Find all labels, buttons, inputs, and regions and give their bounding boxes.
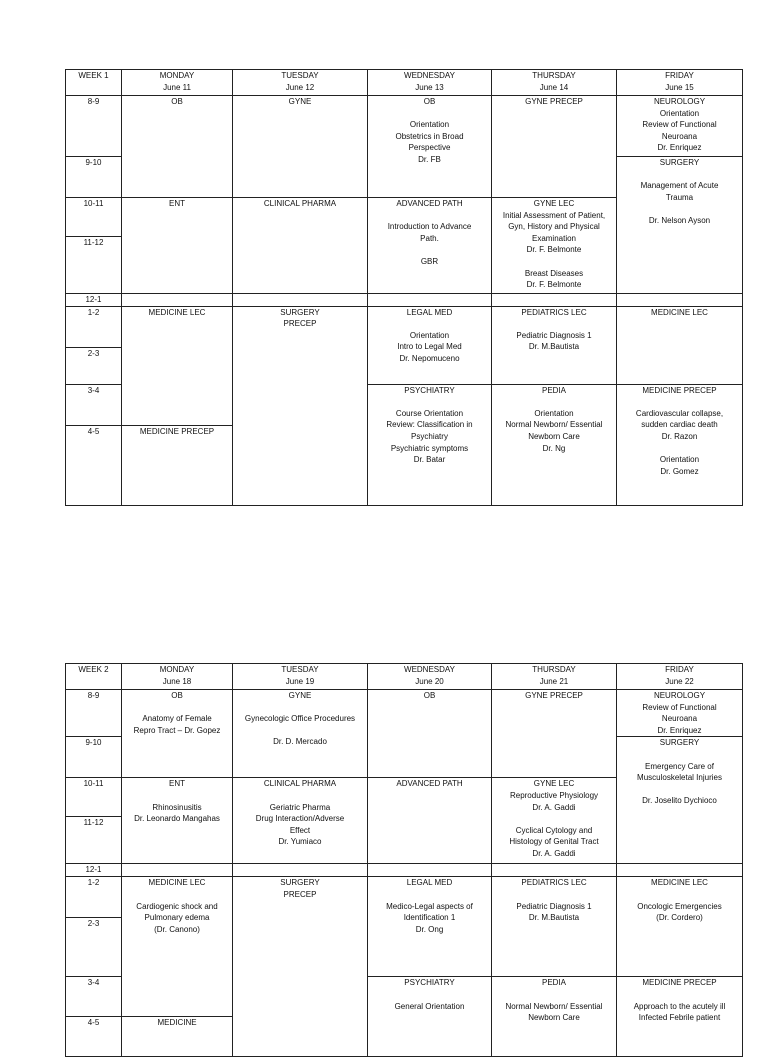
day-date: June 19 (285, 676, 315, 686)
day-header-wednesday (368, 664, 492, 690)
cell-monday-ob: OB Anatomy of Female Repro Tract – Dr. Gopez (122, 690, 233, 778)
day-date: June 14 (539, 82, 569, 92)
time-row (66, 306, 743, 347)
cell-friday-neurology: NEUROLOGY Orientation Review of Functional Neuroana Dr. Enriquez (617, 96, 743, 157)
time-slot: 2-3 (66, 347, 122, 384)
cell-monday-ob: OB (122, 96, 233, 198)
time-slot: 9-10 (66, 157, 122, 198)
header-row (66, 70, 743, 96)
time-slot: 1-2 (66, 306, 122, 347)
time-row (66, 877, 743, 918)
cell-monday-medicine-precep: MEDICINE PRECEP (122, 425, 233, 505)
day-date: June 20 (415, 676, 444, 686)
week-label: WEEK 2 (66, 664, 122, 690)
cell-friday-medicine-precep: MEDICINE PRECEP Approach to the acutely ill Infected Febrile patient (617, 977, 743, 1057)
cell-thursday-gyne-precep: GYNE PRECEP (492, 690, 617, 778)
day-name: MONDAY (159, 71, 195, 80)
cell-tuesday-clinical-pharma: CLINICAL PHARMA (233, 198, 368, 294)
day-name: THURSDAY (532, 665, 576, 674)
time-slot: 11-12 (66, 817, 122, 864)
time-slot: 12-1 (66, 864, 122, 877)
cell-tuesday-clinical-pharma: CLINICAL PHARMA Geriatric Pharma Drug Interaction/Adverse Effect Dr. Yumiaco (233, 778, 368, 864)
cell-thursday-pediatrics-lec: PEDIATRICS LEC Pediatric Diagnosis 1 Dr. M.Bautista (492, 306, 617, 384)
day-name: WEDNESDAY (404, 71, 455, 80)
cell-friday-medicine-lec: MEDICINE LEC (617, 306, 743, 384)
week2-schedule-table (65, 663, 743, 1057)
day-name: TUESDAY (281, 665, 319, 674)
time-row (66, 96, 743, 157)
day-date: June 12 (285, 82, 315, 92)
cell-wednesday-psychiatry: PSYCHIATRY Course Orientation Review: Classification in Psychiatry Psychiatric symptoms Dr. Batar (368, 384, 492, 505)
week-label: WEEK 1 (66, 70, 122, 96)
cell-wednesday-advanced-path: ADVANCED PATH Introduction to Advance Path. GBR (368, 198, 492, 294)
cell-wednesday-advanced-path: ADVANCED PATH (368, 778, 492, 864)
day-date: June 13 (415, 82, 444, 92)
cell-friday-medicine-lec: MEDICINE LEC Oncologic Emergencies (Dr. Cordero) (617, 877, 743, 977)
cell-friday-medicine-precep: MEDICINE PRECEP Cardiovascular collapse, sudden cardiac death Dr. Razon Orientation Dr. Gomez (617, 384, 743, 505)
time-slot: 4-5 (66, 425, 122, 505)
cell-monday-medicine-precep: MEDICINE (122, 1017, 233, 1057)
day-header-monday (122, 664, 233, 690)
cell-monday-medicine-lec: MEDICINE LEC (122, 306, 233, 425)
day-date: June 11 (163, 82, 191, 92)
cell-wednesday-ob: OB Orientation Obstetrics in Broad Perspective Dr. FB (368, 96, 492, 198)
time-slot: 9-10 (66, 737, 122, 778)
cell-tuesday-surgery-precep: SURGERY PRECEP (233, 877, 368, 1057)
time-slot: 1-2 (66, 877, 122, 918)
cell-thursday-pediatrics-lec: PEDIATRICS LEC Pediatric Diagnosis 1 Dr. M.Bautista (492, 877, 617, 977)
cell-tuesday-surgery-precep: SURGERY PRECEP (233, 306, 368, 505)
time-slot: 4-5 (66, 1017, 122, 1057)
cell-friday-neurology: NEUROLOGY Review of Functional Neuroana Dr. Enriquez (617, 690, 743, 737)
day-date: June 15 (665, 82, 694, 92)
day-header-tuesday (233, 70, 368, 96)
cell-wednesday-ob: OB (368, 690, 492, 778)
cell-monday-ent: ENT (122, 198, 233, 294)
cell-thursday-pedia: PEDIA Orientation Normal Newborn/ Essential Newborn Care Dr. Ng (492, 384, 617, 505)
cell-monday-medicine-lec: MEDICINE LEC Cardiogenic shock and Pulmonary edema (Dr. Canono) (122, 877, 233, 1017)
day-header-wednesday (368, 70, 492, 96)
time-slot: 8-9 (66, 690, 122, 737)
day-date: June 18 (162, 676, 192, 686)
time-row (66, 690, 743, 737)
header-row (66, 664, 743, 690)
time-slot: 8-9 (66, 96, 122, 157)
time-row (66, 294, 743, 307)
time-row (66, 864, 743, 877)
cell-thursday-pedia: PEDIA Normal Newborn/ Essential Newborn Care (492, 977, 617, 1057)
day-name: WEDNESDAY (404, 665, 455, 674)
time-slot: 2-3 (66, 918, 122, 977)
time-slot: 3-4 (66, 977, 122, 1017)
cell-wednesday-legal-med: LEGAL MED Medico-Legal aspects of Identification 1 Dr. Ong (368, 877, 492, 977)
day-header-thursday (492, 70, 617, 96)
day-header-friday (617, 70, 743, 96)
day-name: TUESDAY (281, 71, 319, 80)
day-header-thursday (492, 664, 617, 690)
cell-thursday-gyne-precep: GYNE PRECEP (492, 96, 617, 198)
day-header-monday (122, 70, 233, 96)
day-name: MONDAY (159, 665, 195, 674)
day-date: June 21 (539, 676, 569, 686)
day-date: June 22 (665, 676, 694, 686)
day-header-friday (617, 664, 743, 690)
cell-tuesday-gyne: GYNE (233, 96, 368, 198)
time-slot: 12-1 (66, 294, 122, 307)
cell-thursday-gyne-lec: GYNE LEC Reproductive Physiology Dr. A. Gaddi Cyclical Cytology and Histology of Genital Tract Dr. A. Gaddi (492, 778, 617, 864)
day-name: THURSDAY (532, 71, 576, 80)
time-slot: 10-11 (66, 198, 122, 237)
day-header-tuesday (233, 664, 368, 690)
cell-friday-surgery: SURGERY Management of Acute Trauma Dr. Nelson Ayson (617, 157, 743, 294)
time-slot: 11-12 (66, 237, 122, 294)
time-slot: 3-4 (66, 384, 122, 425)
cell-wednesday-psychiatry: PSYCHIATRY General Orientation (368, 977, 492, 1057)
day-name: FRIDAY (665, 71, 694, 80)
cell-wednesday-legal-med: LEGAL MED Orientation Intro to Legal Med Dr. Nepomuceno (368, 306, 492, 384)
cell-friday-surgery: SURGERY Emergency Care of Musculoskeletal Injuries Dr. Joselito Dychioco (617, 737, 743, 864)
cell-tuesday-gyne: GYNE Gynecologic Office Procedures Dr. D. Mercado (233, 690, 368, 778)
time-slot: 10-11 (66, 778, 122, 817)
cell-thursday-gyne-lec: GYNE LEC Initial Assessment of Patient, Gyn, History and Physical Examination Dr. F. Belmonte Breast Diseases Dr. F. Belmonte (492, 198, 617, 294)
day-name: FRIDAY (665, 665, 694, 674)
cell-monday-ent: ENT Rhinosinusitis Dr. Leonardo Mangahas (122, 778, 233, 864)
week1-schedule-table (65, 69, 743, 506)
